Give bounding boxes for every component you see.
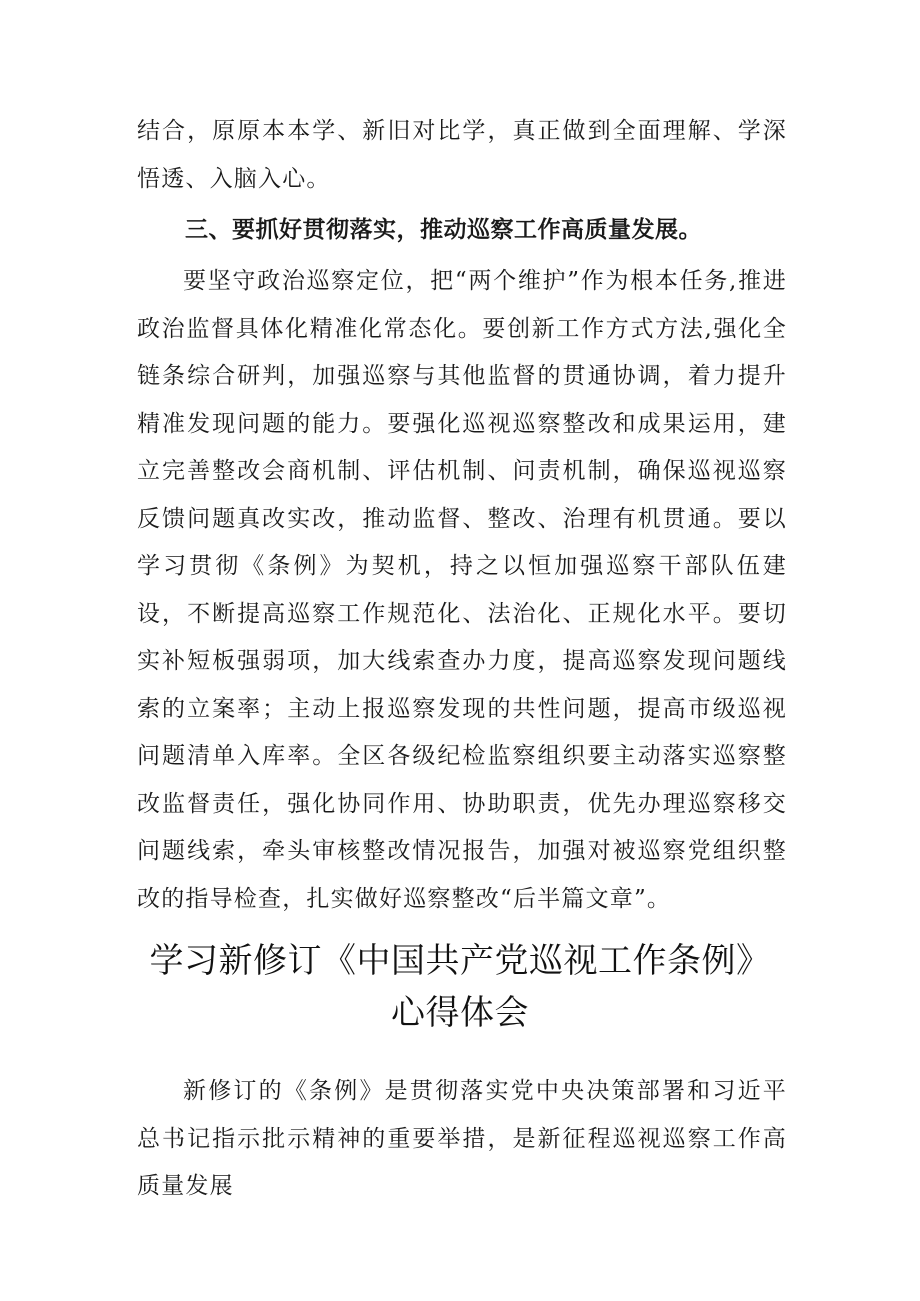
- article-title-line-1: 学习新修订《中国共产党巡视工作条例》: [149, 941, 771, 981]
- article-intro-paragraph: 新修订的《条例》是贯彻落实党中央决策部署和习近平总书记指示批示精神的重要举措，是新征程巡视巡察工作高质量发展: [137, 1078, 787, 1199]
- continued-paragraph: 结合，原原本本学、新旧对比学，真正做到全面理解、学深悟透、入脑入心。: [137, 118, 787, 192]
- article-title: [100, 935, 820, 1039]
- section-three-heading: 三、要抓好贯彻落实，推动巡察工作高质量发展。: [185, 217, 702, 243]
- section-three-body: 要坚守政治巡察定位，把“两个维护”作为根本任务,推进政治监督具体化精准化常态化。要创新工作方式方法,强化全链条综合研判，加强巡察与其他监督的贯通协调，着力提升精准发现问题的能力。要强化巡视巡察整改和成果运用，建立完善整改会商机制、评估机制、问责机制，确保巡视巡察反馈问题真改实改，推动监督、整改、治理有机贯通。要以学习贯彻《条例》为契机，持之以恒加强巡察干部队伍建设，不断提高巡察工作规范化、法治化、正规化水平。要切实补短板强弱项，加大线索查办力度，提高巡察发现问题线索的立案率；主动上报巡察发现的共性问题，提高市级巡视问题清单入库率。全区各级纪检监察组织要主动落实巡察整改监督责任，强化协同作用、协助职责，优先办理巡察移交问题线索，牵头审核整改情况报告，加强对被巡察党组织整改的指导检查，扎实做好巡察整改“后半篇文章”。: [137, 268, 787, 912]
- article-title-line-2: 心得体会: [391, 993, 529, 1033]
